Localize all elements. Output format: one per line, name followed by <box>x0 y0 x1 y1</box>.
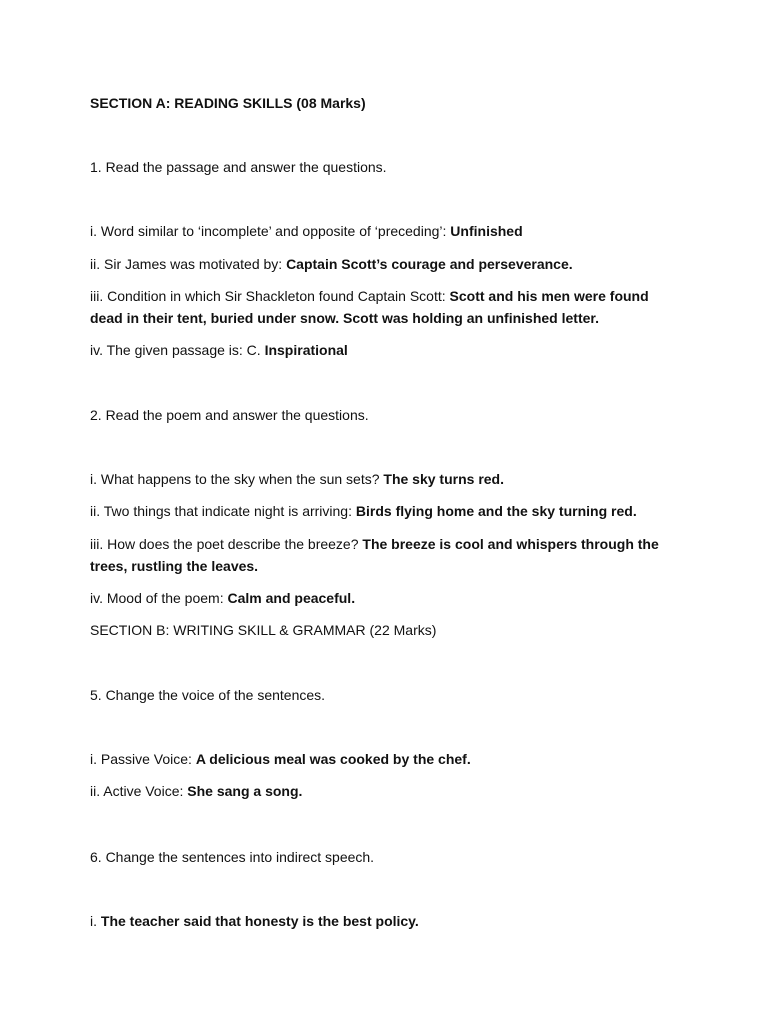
q2-item-2-answer: Birds flying home and the sky turning red. <box>355 503 637 519</box>
q5-item-1-answer: A delicious meal was cooked by the chef. <box>195 751 471 767</box>
section-a-heading: SECTION A: READING SKILLS (08 Marks) <box>90 95 366 111</box>
q1-item-3-label: iii. Condition in which Sir Shackleton found Captain Scott: <box>90 288 450 304</box>
q2-item-1-answer: The sky turns red. <box>383 471 504 487</box>
q2-item-2 <box>90 500 680 522</box>
q5-item-1-label: i. Passive Voice: <box>90 751 196 767</box>
section-b-heading: SECTION B: WRITING SKILL & GRAMMAR (22 Marks) <box>90 622 437 638</box>
q2-item-3-label: iii. How does the poet describe the breeze? <box>90 536 363 552</box>
q1-item-4 <box>90 339 680 361</box>
q1-item-3-answer: Scott and his men were found dead in their tent, buried under snow. Scott was holding an unfinished letter. <box>90 288 649 326</box>
question-1-prompt: 1. Read the passage and answer the questions. <box>90 159 387 175</box>
q1-item-2-label: ii. Sir James was motivated by: <box>90 256 287 272</box>
q2-item-4 <box>90 587 680 609</box>
q1-item-2 <box>90 253 680 275</box>
q1-item-4-label: iv. The given passage is: C. <box>90 342 265 358</box>
q6-item-1-answer: The teacher said that honesty is the best policy. <box>100 913 419 929</box>
q5-item-2 <box>90 780 680 802</box>
q1-item-1 <box>90 220 680 242</box>
q6-item-1 <box>90 910 680 932</box>
q6-item-1-label: i. <box>90 913 101 929</box>
q5-item-1 <box>90 748 680 770</box>
q2-item-1 <box>90 468 680 490</box>
q1-item-4-answer: Inspirational <box>264 342 348 358</box>
q5-item-2-answer: She sang a song. <box>187 783 303 799</box>
q2-item-3 <box>90 533 680 577</box>
q1-item-3 <box>90 285 680 329</box>
q1-item-1-answer: Unfinished <box>450 223 523 239</box>
q2-item-4-answer: Calm and peaceful. <box>227 590 356 606</box>
q2-item-3-answer: The breeze is cool and whispers through the trees, rustling the leaves. <box>90 536 659 574</box>
question-6-prompt: 6. Change the sentences into indirect speech. <box>90 849 375 865</box>
question-5-prompt: 5. Change the voice of the sentences. <box>90 687 326 703</box>
q2-item-1-label: i. What happens to the sky when the sun sets? <box>90 471 384 487</box>
q1-item-2-answer: Captain Scott’s courage and perseverance. <box>286 256 573 272</box>
q2-item-4-label: iv. Mood of the poem: <box>90 590 228 606</box>
q5-item-2-label: ii. Active Voice: <box>90 783 188 799</box>
question-2-prompt: 2. Read the poem and answer the questions. <box>90 407 369 423</box>
q2-item-2-label: ii. Two things that indicate night is arriving: <box>90 503 356 519</box>
q1-item-1-label: i. Word similar to ‘incomplete’ and opposite of ‘preceding’: <box>90 223 451 239</box>
